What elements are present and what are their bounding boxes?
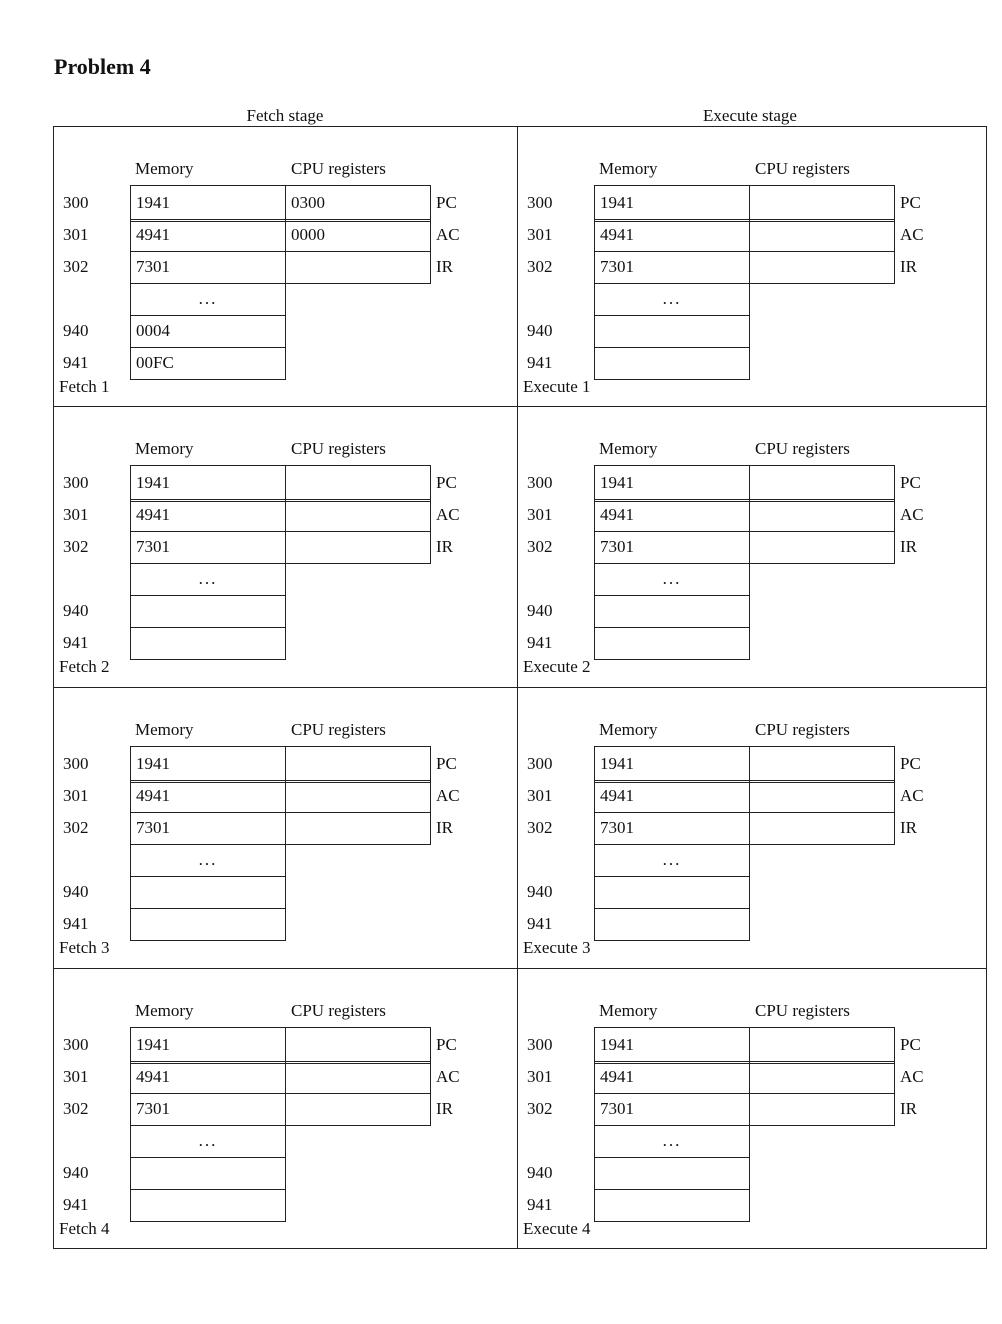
- register-ir-label: IR: [436, 537, 453, 556]
- memory-cell-302: 7301: [594, 1093, 750, 1126]
- panel-execute-3: [518, 688, 982, 968]
- address-302: 302: [63, 1099, 89, 1118]
- memory-cell-301: 4941: [130, 780, 286, 813]
- cpu-registers-header: CPU registers: [291, 159, 386, 178]
- address-941: 941: [63, 633, 89, 652]
- memory-cell-941: [594, 1189, 750, 1222]
- memory-cell-302: 7301: [130, 251, 286, 284]
- address-940: 940: [63, 601, 89, 620]
- address-941: 941: [527, 353, 553, 372]
- memory-cell-301: 4941: [594, 1061, 750, 1094]
- address-940: 940: [527, 1163, 553, 1182]
- memory-cell-940: [594, 315, 750, 348]
- memory-cell-300: 1941: [130, 185, 286, 222]
- register-ac-value: 0000: [285, 219, 431, 252]
- address-302: 302: [527, 537, 553, 556]
- register-ac-value: [285, 780, 431, 813]
- problem-title: Problem 4: [54, 54, 151, 79]
- memory-cell-940: 0004: [130, 315, 286, 348]
- register-pc-value: [285, 746, 431, 783]
- address-302: 302: [63, 818, 89, 837]
- register-ir-value: [749, 1093, 895, 1126]
- address-300: 300: [527, 1035, 553, 1054]
- register-ir-label: IR: [436, 1099, 453, 1118]
- memory-header: Memory: [135, 720, 194, 739]
- register-pc-label: PC: [436, 754, 457, 773]
- address-940: 940: [63, 882, 89, 901]
- register-ac-value: [749, 219, 895, 252]
- memory-cell-302: 7301: [594, 812, 750, 845]
- address-300: 300: [63, 473, 89, 492]
- register-pc-value: [749, 465, 895, 502]
- memory-cell-302: 7301: [594, 531, 750, 564]
- memory-cell-300: 1941: [594, 185, 750, 222]
- panel-fetch-4: [54, 969, 518, 1249]
- memory-ellipsis: ...: [594, 1125, 750, 1158]
- address-300: 300: [63, 193, 89, 212]
- panel-execute-4: [518, 969, 982, 1249]
- memory-ellipsis: ...: [130, 844, 286, 877]
- memory-cell-940: [594, 1157, 750, 1190]
- address-940: 940: [527, 321, 553, 340]
- register-pc-label: PC: [900, 1035, 921, 1054]
- memory-cell-940: [130, 1157, 286, 1190]
- memory-header: Memory: [599, 159, 658, 178]
- memory-cell-941: [130, 1189, 286, 1222]
- register-ir-label: IR: [436, 818, 453, 837]
- panel-caption: Fetch 2: [59, 657, 110, 676]
- cpu-registers-header: CPU registers: [755, 720, 850, 739]
- panel-execute-2: [518, 407, 982, 687]
- register-pc-label: PC: [436, 1035, 457, 1054]
- register-pc-value: [285, 1027, 431, 1064]
- register-ac-label: AC: [900, 786, 924, 805]
- cpu-registers-header: CPU registers: [291, 720, 386, 739]
- register-ac-value: [285, 499, 431, 532]
- address-301: 301: [63, 225, 89, 244]
- address-301: 301: [527, 786, 553, 805]
- address-941: 941: [527, 914, 553, 933]
- register-ir-value: [749, 531, 895, 564]
- register-ac-label: AC: [900, 1067, 924, 1086]
- register-ir-value: [285, 251, 431, 284]
- panel-fetch-2: [54, 407, 518, 687]
- memory-cell-300: 1941: [594, 465, 750, 502]
- address-300: 300: [527, 193, 553, 212]
- cpu-registers-header: CPU registers: [755, 1001, 850, 1020]
- register-pc-label: PC: [900, 193, 921, 212]
- register-pc-label: PC: [436, 473, 457, 492]
- address-300: 300: [527, 473, 553, 492]
- memory-cell-941: [130, 627, 286, 660]
- register-pc-value: [749, 746, 895, 783]
- address-302: 302: [527, 1099, 553, 1118]
- address-302: 302: [63, 257, 89, 276]
- address-940: 940: [63, 1163, 89, 1182]
- memory-cell-940: [594, 595, 750, 628]
- register-ir-value: [749, 812, 895, 845]
- register-ac-label: AC: [436, 1067, 460, 1086]
- panel-caption: Execute 4: [523, 1219, 591, 1238]
- memory-cell-300: 1941: [594, 1027, 750, 1064]
- panel-fetch-3: [54, 688, 518, 968]
- register-ac-value: [749, 1061, 895, 1094]
- cpu-registers-header: CPU registers: [755, 159, 850, 178]
- cpu-registers-header: CPU registers: [291, 439, 386, 458]
- memory-header: Memory: [599, 720, 658, 739]
- cpu-registers-header: CPU registers: [755, 439, 850, 458]
- register-ac-value: [749, 499, 895, 532]
- memory-cell-941: 00FC: [130, 347, 286, 380]
- memory-cell-301: 4941: [594, 219, 750, 252]
- register-pc-label: PC: [900, 473, 921, 492]
- register-ac-value: [285, 1061, 431, 1094]
- address-940: 940: [527, 601, 553, 620]
- address-941: 941: [63, 1195, 89, 1214]
- register-pc-label: PC: [436, 193, 457, 212]
- memory-cell-941: [594, 908, 750, 941]
- register-ir-label: IR: [900, 537, 917, 556]
- address-940: 940: [63, 321, 89, 340]
- memory-cell-302: 7301: [130, 1093, 286, 1126]
- register-pc-value: 0300: [285, 185, 431, 222]
- memory-ellipsis: ...: [130, 1125, 286, 1158]
- panel-caption: Fetch 4: [59, 1219, 110, 1238]
- memory-cell-300: 1941: [130, 465, 286, 502]
- register-ac-label: AC: [436, 786, 460, 805]
- memory-cell-301: 4941: [130, 219, 286, 252]
- panel-execute-1: [518, 127, 982, 407]
- memory-ellipsis: ...: [594, 283, 750, 316]
- register-pc-label: PC: [900, 754, 921, 773]
- address-300: 300: [63, 1035, 89, 1054]
- memory-cell-300: 1941: [130, 746, 286, 783]
- memory-header: Memory: [135, 1001, 194, 1020]
- memory-cell-941: [594, 627, 750, 660]
- register-ac-label: AC: [900, 505, 924, 524]
- address-302: 302: [63, 537, 89, 556]
- address-301: 301: [527, 225, 553, 244]
- panel-caption: Execute 2: [523, 657, 591, 676]
- register-pc-value: [285, 465, 431, 502]
- register-ir-value: [749, 251, 895, 284]
- memory-cell-940: [130, 595, 286, 628]
- register-ac-label: AC: [436, 225, 460, 244]
- register-ir-label: IR: [436, 257, 453, 276]
- memory-ellipsis: ...: [130, 283, 286, 316]
- register-pc-value: [749, 1027, 895, 1064]
- memory-cell-301: 4941: [130, 499, 286, 532]
- register-ac-label: AC: [436, 505, 460, 524]
- fetch-stage-heading: Fetch stage: [246, 106, 324, 125]
- address-300: 300: [63, 754, 89, 773]
- panel-fetch-1: [54, 127, 518, 407]
- cpu-registers-header: CPU registers: [291, 1001, 386, 1020]
- register-ir-label: IR: [900, 257, 917, 276]
- address-941: 941: [63, 914, 89, 933]
- execute-stage-heading: Execute stage: [703, 106, 797, 125]
- panel-caption: Fetch 3: [59, 938, 110, 957]
- address-301: 301: [527, 505, 553, 524]
- memory-cell-941: [130, 908, 286, 941]
- register-ir-label: IR: [900, 1099, 917, 1118]
- memory-header: Memory: [599, 439, 658, 458]
- memory-cell-940: [130, 876, 286, 909]
- address-300: 300: [527, 754, 553, 773]
- memory-ellipsis: ...: [594, 844, 750, 877]
- memory-cell-302: 7301: [130, 812, 286, 845]
- address-941: 941: [527, 1195, 553, 1214]
- memory-cell-301: 4941: [130, 1061, 286, 1094]
- memory-cell-300: 1941: [594, 746, 750, 783]
- address-940: 940: [527, 882, 553, 901]
- address-301: 301: [63, 786, 89, 805]
- address-941: 941: [63, 353, 89, 372]
- memory-cell-302: 7301: [130, 531, 286, 564]
- address-301: 301: [527, 1067, 553, 1086]
- panel-caption: Execute 3: [523, 938, 591, 957]
- address-302: 302: [527, 257, 553, 276]
- register-pc-value: [749, 185, 895, 222]
- memory-ellipsis: ...: [130, 563, 286, 596]
- memory-ellipsis: ...: [594, 563, 750, 596]
- register-ir-value: [285, 1093, 431, 1126]
- panel-caption: Execute 1: [523, 377, 591, 396]
- address-302: 302: [527, 818, 553, 837]
- memory-header: Memory: [135, 159, 194, 178]
- address-301: 301: [63, 505, 89, 524]
- register-ac-value: [749, 780, 895, 813]
- register-ir-value: [285, 812, 431, 845]
- memory-cell-300: 1941: [130, 1027, 286, 1064]
- memory-cell-940: [594, 876, 750, 909]
- address-941: 941: [527, 633, 553, 652]
- register-ir-value: [285, 531, 431, 564]
- memory-header: Memory: [599, 1001, 658, 1020]
- panel-caption: Fetch 1: [59, 377, 110, 396]
- memory-header: Memory: [135, 439, 194, 458]
- memory-cell-302: 7301: [594, 251, 750, 284]
- address-301: 301: [63, 1067, 89, 1086]
- memory-cell-941: [594, 347, 750, 380]
- register-ir-label: IR: [900, 818, 917, 837]
- register-ac-label: AC: [900, 225, 924, 244]
- memory-cell-301: 4941: [594, 780, 750, 813]
- memory-cell-301: 4941: [594, 499, 750, 532]
